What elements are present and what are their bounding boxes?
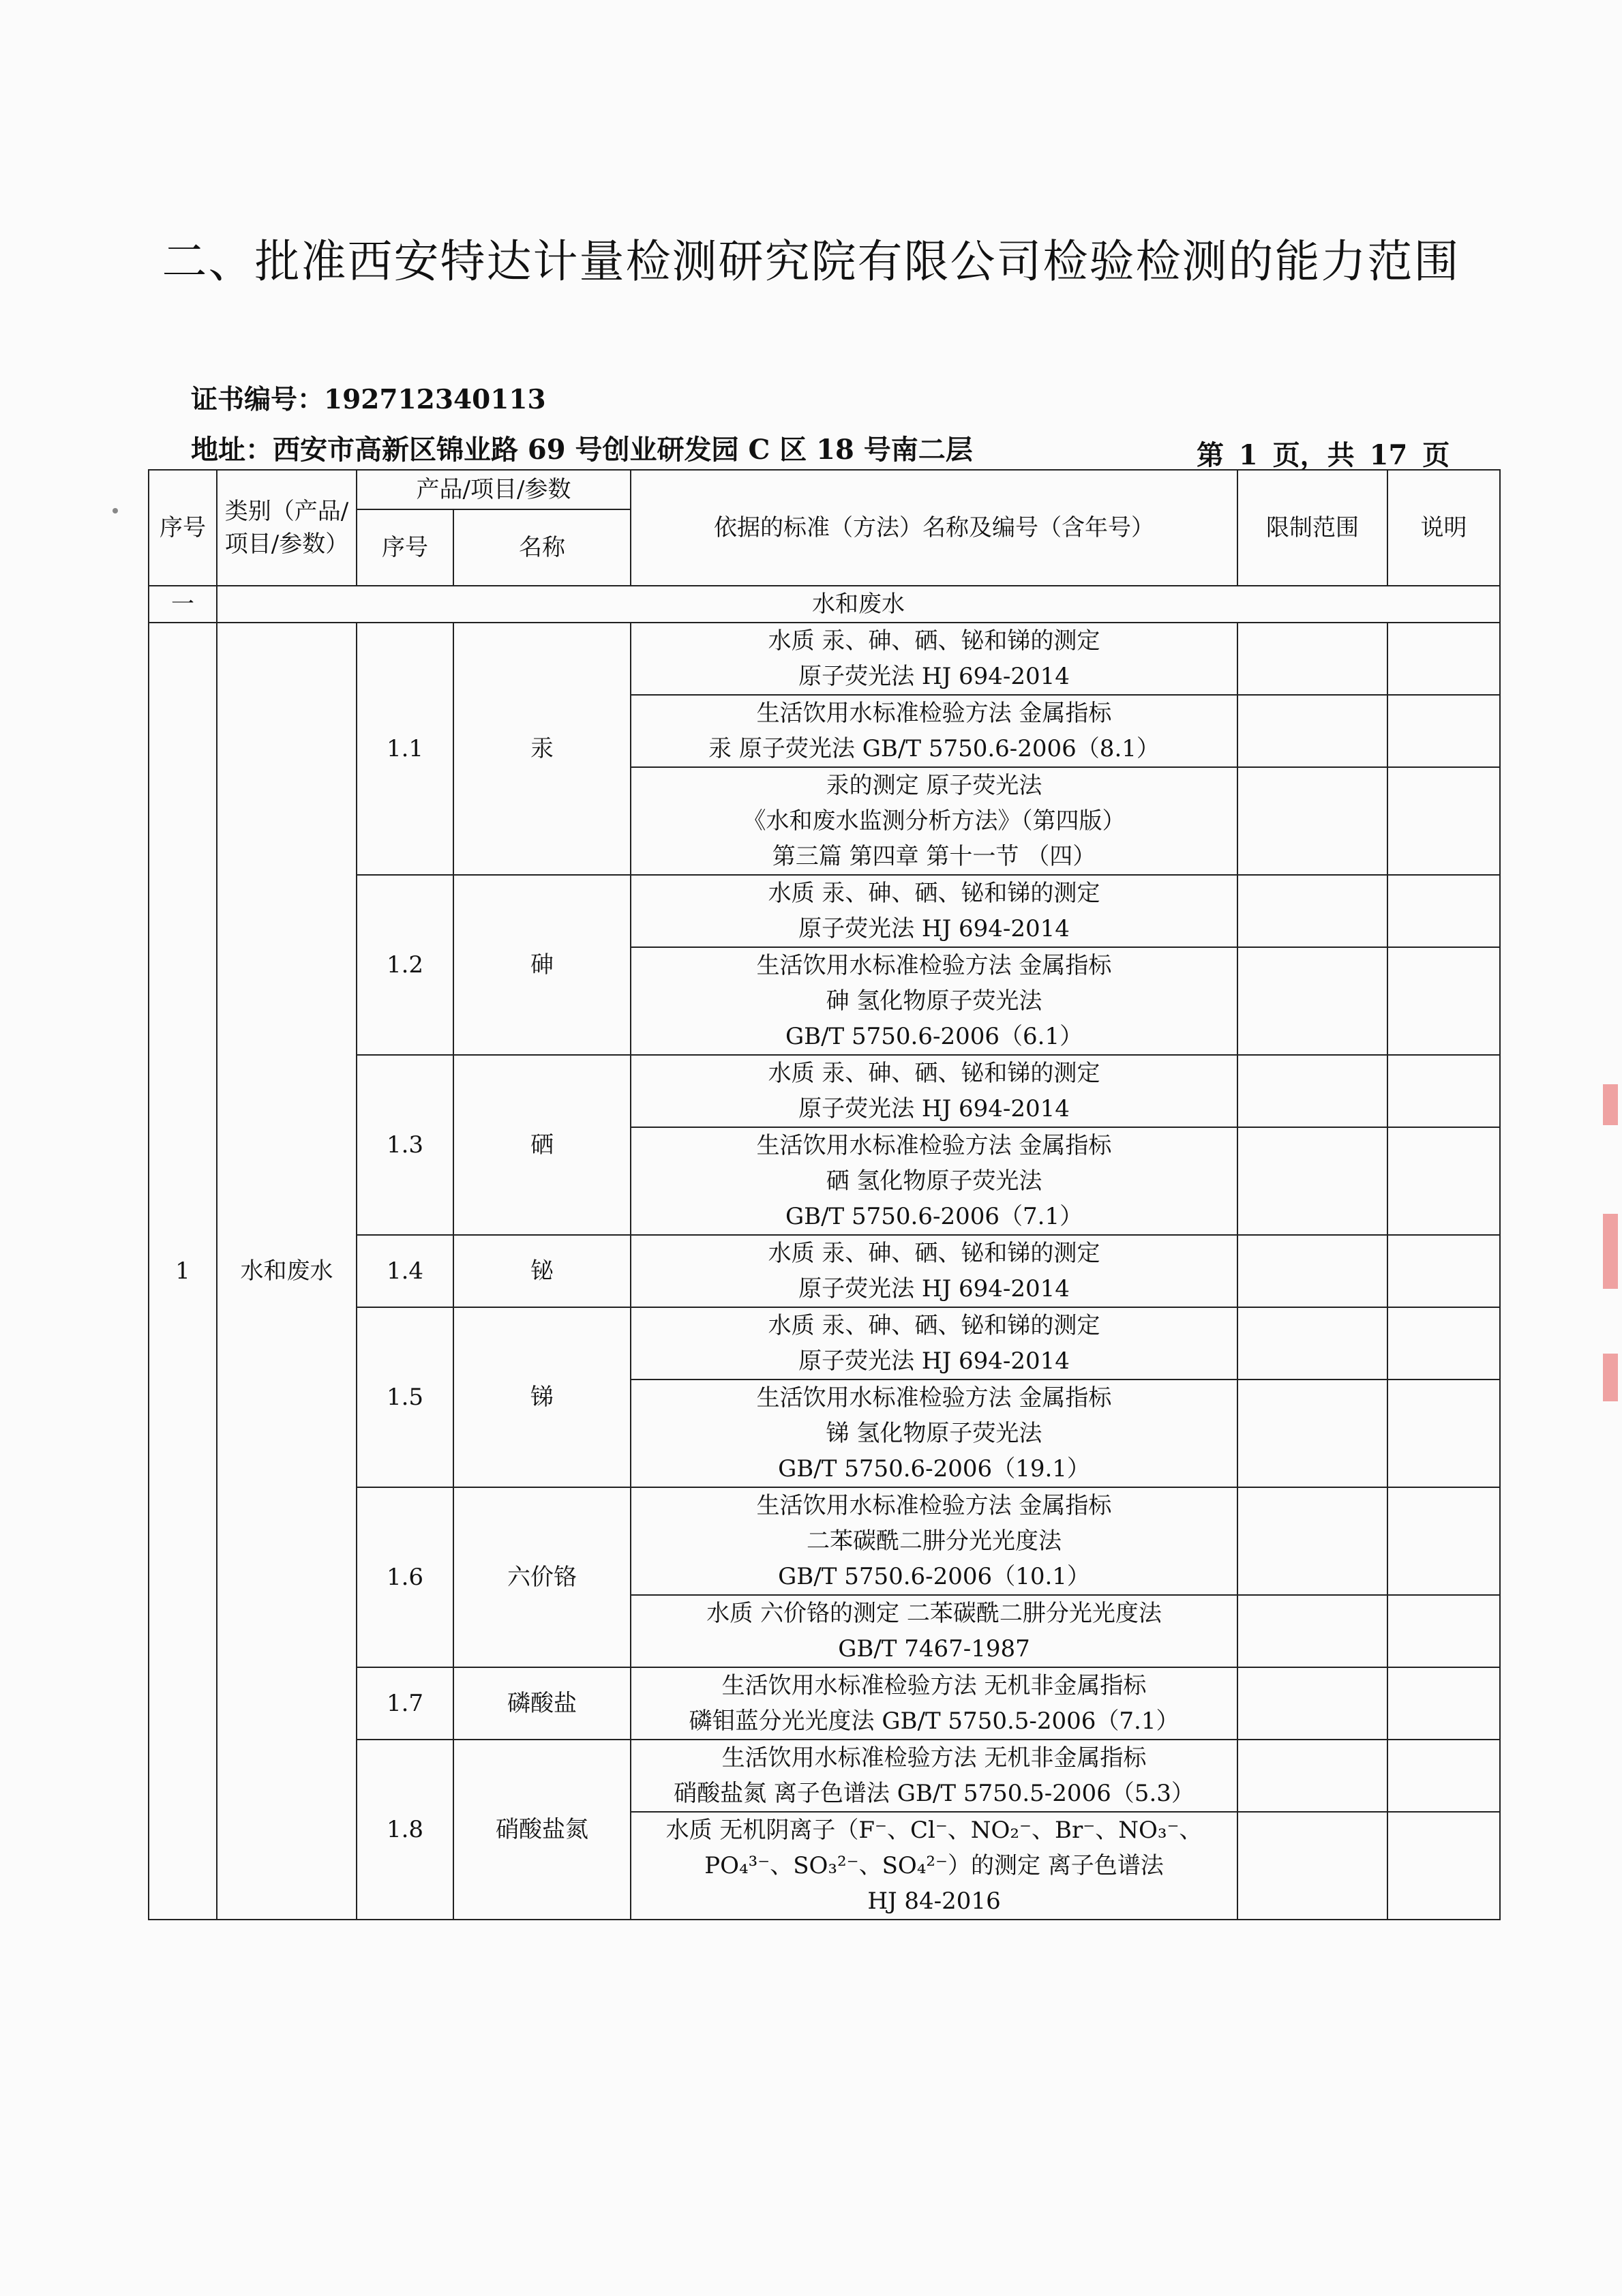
standard-line: GB/T 5750.6-2006（6.1） bbox=[785, 1023, 1083, 1050]
standard-line: 原子荧光法 HJ 694-2014 bbox=[798, 1347, 1070, 1375]
standard-cell bbox=[631, 1812, 1237, 1920]
standard-line: 硝酸盐氮 离子色谱法 GB/T 5750.5-2006（5.3） bbox=[674, 1780, 1195, 1807]
note-cell bbox=[1387, 1667, 1500, 1740]
limit-cell bbox=[1237, 1307, 1387, 1380]
standard-line: 汞 原子荧光法 GB/T 5750.6-2006（8.1） bbox=[708, 735, 1160, 762]
standard-cell bbox=[631, 1127, 1237, 1235]
note-cell bbox=[1387, 1127, 1500, 1235]
standard-line: 砷 氢化物原子荧光法 bbox=[826, 987, 1042, 1015]
standard-line: GB/T 5750.6-2006（7.1） bbox=[785, 1203, 1083, 1230]
header-name: 名称 bbox=[453, 509, 631, 586]
edge-stamp-mark bbox=[1603, 1354, 1618, 1401]
limit-cell bbox=[1237, 1740, 1387, 1812]
standard-line: 原子荧光法 HJ 694-2014 bbox=[798, 915, 1070, 942]
note-cell bbox=[1387, 695, 1500, 767]
note-cell bbox=[1387, 1055, 1500, 1127]
standard-line: 生活饮用水标准检验方法 金属指标 bbox=[756, 1132, 1112, 1159]
section-row bbox=[149, 586, 1500, 623]
standard-cell bbox=[631, 1307, 1237, 1380]
edge-stamp-mark bbox=[1603, 1214, 1618, 1289]
header-seq: 序号 bbox=[149, 470, 217, 586]
note-cell bbox=[1387, 1307, 1500, 1380]
header-category: 类别（产品/项目/参数） bbox=[217, 470, 357, 586]
standard-line: 《水和废水监测分析方法》（第四版） bbox=[742, 807, 1126, 835]
item-name: 六价铬 bbox=[453, 1487, 631, 1667]
note-cell bbox=[1387, 1235, 1500, 1307]
standard-line: 二苯碳酰二肼分光光度法 bbox=[807, 1527, 1062, 1555]
standard-line: HJ 84-2016 bbox=[867, 1888, 1001, 1915]
header-product-group: 产品/项目/参数 bbox=[357, 470, 631, 509]
limit-cell bbox=[1237, 875, 1387, 947]
standard-line: 水质 汞、砷、硒、铋和锑的测定 bbox=[768, 880, 1100, 907]
note-cell bbox=[1387, 1380, 1500, 1487]
standard-line: 水质 六价铬的测定 二苯碳酰二肼分光光度法 bbox=[706, 1600, 1162, 1627]
item-number: 1.1 bbox=[357, 623, 453, 875]
note-cell bbox=[1387, 947, 1500, 1055]
limit-cell bbox=[1237, 1812, 1387, 1920]
standard-line: 生活饮用水标准检验方法 金属指标 bbox=[756, 700, 1112, 727]
standard-cell bbox=[631, 1740, 1237, 1812]
item-name: 硒 bbox=[453, 1055, 631, 1235]
standard-line: 硒 氢化物原子荧光法 bbox=[826, 1167, 1042, 1195]
note-cell bbox=[1387, 1487, 1500, 1595]
limit-cell bbox=[1237, 767, 1387, 875]
item-number: 1.8 bbox=[357, 1740, 453, 1920]
standard-line: GB/T 5750.6-2006（10.1） bbox=[778, 1563, 1090, 1590]
limit-cell bbox=[1237, 1235, 1387, 1307]
limit-cell bbox=[1237, 695, 1387, 767]
item-name: 汞 bbox=[453, 623, 631, 875]
standard-line: 生活饮用水标准检验方法 无机非金属指标 bbox=[721, 1744, 1147, 1772]
standard-cell bbox=[631, 1667, 1237, 1740]
limit-cell bbox=[1237, 1667, 1387, 1740]
item-number: 1.5 bbox=[357, 1307, 453, 1487]
standard-line: 水质 汞、砷、硒、铋和锑的测定 bbox=[768, 1312, 1100, 1339]
standard-line: 水质 汞、砷、硒、铋和锑的测定 bbox=[768, 627, 1100, 655]
standard-line: PO₄³⁻、SO₃²⁻、SO₄²⁻）的测定 离子色谱法 bbox=[704, 1852, 1164, 1879]
standard-line: 原子荧光法 HJ 694-2014 bbox=[798, 1275, 1070, 1302]
standard-line: 水质 无机阴离子（F⁻、Cl⁻、NO₂⁻、Br⁻、NO₃⁻、 bbox=[665, 1817, 1203, 1844]
header-sub-seq: 序号 bbox=[357, 509, 453, 586]
standard-line: 生活饮用水标准检验方法 金属指标 bbox=[756, 1492, 1112, 1519]
item-name: 铋 bbox=[453, 1235, 631, 1307]
limit-cell bbox=[1237, 623, 1387, 695]
standard-cell bbox=[631, 1487, 1237, 1595]
item-number: 1.4 bbox=[357, 1235, 453, 1307]
page-title: 二、批准西安特达计量检测研究院有限公司检验检测的能力范围 bbox=[162, 235, 1460, 288]
standard-cell bbox=[631, 623, 1237, 695]
standard-line: 生活饮用水标准检验方法 金属指标 bbox=[756, 952, 1112, 979]
note-cell bbox=[1387, 1595, 1500, 1667]
note-cell bbox=[1387, 1812, 1500, 1920]
note-cell bbox=[1387, 623, 1500, 695]
header-standard: 依据的标准（方法）名称及编号（含年号） bbox=[631, 470, 1237, 586]
limit-cell bbox=[1237, 1055, 1387, 1127]
note-cell bbox=[1387, 767, 1500, 875]
note-cell bbox=[1387, 1740, 1500, 1812]
limit-cell bbox=[1237, 1127, 1387, 1235]
item-number: 1.7 bbox=[357, 1667, 453, 1740]
section-label: 水和废水 bbox=[217, 586, 1500, 623]
item-name: 锑 bbox=[453, 1307, 631, 1487]
page-info: 第 1 页，共 17 页 bbox=[1197, 439, 1450, 471]
standard-cell bbox=[631, 947, 1237, 1055]
limit-cell bbox=[1237, 1595, 1387, 1667]
limit-cell bbox=[1237, 1487, 1387, 1595]
standard-line: 生活饮用水标准检验方法 无机非金属指标 bbox=[721, 1672, 1147, 1699]
header-note: 说明 bbox=[1387, 470, 1500, 586]
standard-line: GB/T 7467-1987 bbox=[838, 1635, 1030, 1663]
edge-stamp-mark bbox=[1603, 1084, 1618, 1125]
item-number: 1.2 bbox=[357, 875, 453, 1055]
item-name: 磷酸盐 bbox=[453, 1667, 631, 1740]
standard-line: 原子荧光法 HJ 694-2014 bbox=[798, 1095, 1070, 1122]
standard-line: GB/T 5750.6-2006（19.1） bbox=[778, 1455, 1090, 1482]
certificate-number: 证书编号：192712340113 bbox=[191, 384, 546, 415]
standard-cell bbox=[631, 767, 1237, 875]
standard-cell bbox=[631, 875, 1237, 947]
item-name: 砷 bbox=[453, 875, 631, 1055]
standard-line: 汞的测定 原子荧光法 bbox=[826, 772, 1042, 799]
address: 地址：西安市高新区锦业路 69 号创业研发园 C 区 18 号南二层 bbox=[191, 434, 973, 466]
note-cell bbox=[1387, 875, 1500, 947]
standard-line: 锑 氢化物原子荧光法 bbox=[826, 1420, 1042, 1447]
standard-line: 水质 汞、砷、硒、铋和锑的测定 bbox=[768, 1240, 1100, 1267]
limit-cell bbox=[1237, 1380, 1387, 1487]
standard-line: 水质 汞、砷、硒、铋和锑的测定 bbox=[768, 1060, 1100, 1087]
capability-table bbox=[148, 469, 1501, 1920]
standard-line: 第三篇 第四章 第十一节 （四） bbox=[772, 843, 1096, 870]
standard-line: 磷钼蓝分光光度法 GB/T 5750.5-2006（7.1） bbox=[689, 1708, 1180, 1735]
standard-line: 生活饮用水标准检验方法 金属指标 bbox=[756, 1384, 1112, 1412]
standard-cell bbox=[631, 1055, 1237, 1127]
group-seq: 1 bbox=[149, 623, 217, 1920]
header-limit: 限制范围 bbox=[1237, 470, 1387, 586]
standard-cell bbox=[631, 1380, 1237, 1487]
standard-cell bbox=[631, 1235, 1237, 1307]
item-number: 1.3 bbox=[357, 1055, 453, 1235]
item-name: 硝酸盐氮 bbox=[453, 1740, 631, 1920]
standard-cell bbox=[631, 1595, 1237, 1667]
group-category: 水和废水 bbox=[217, 623, 357, 1920]
standard-line: 原子荧光法 HJ 694-2014 bbox=[798, 663, 1070, 690]
scan-dot bbox=[112, 508, 118, 513]
standard-cell bbox=[631, 695, 1237, 767]
section-seq: 一 bbox=[149, 586, 217, 623]
limit-cell bbox=[1237, 947, 1387, 1055]
item-number: 1.6 bbox=[357, 1487, 453, 1667]
standard-row bbox=[149, 623, 1500, 695]
